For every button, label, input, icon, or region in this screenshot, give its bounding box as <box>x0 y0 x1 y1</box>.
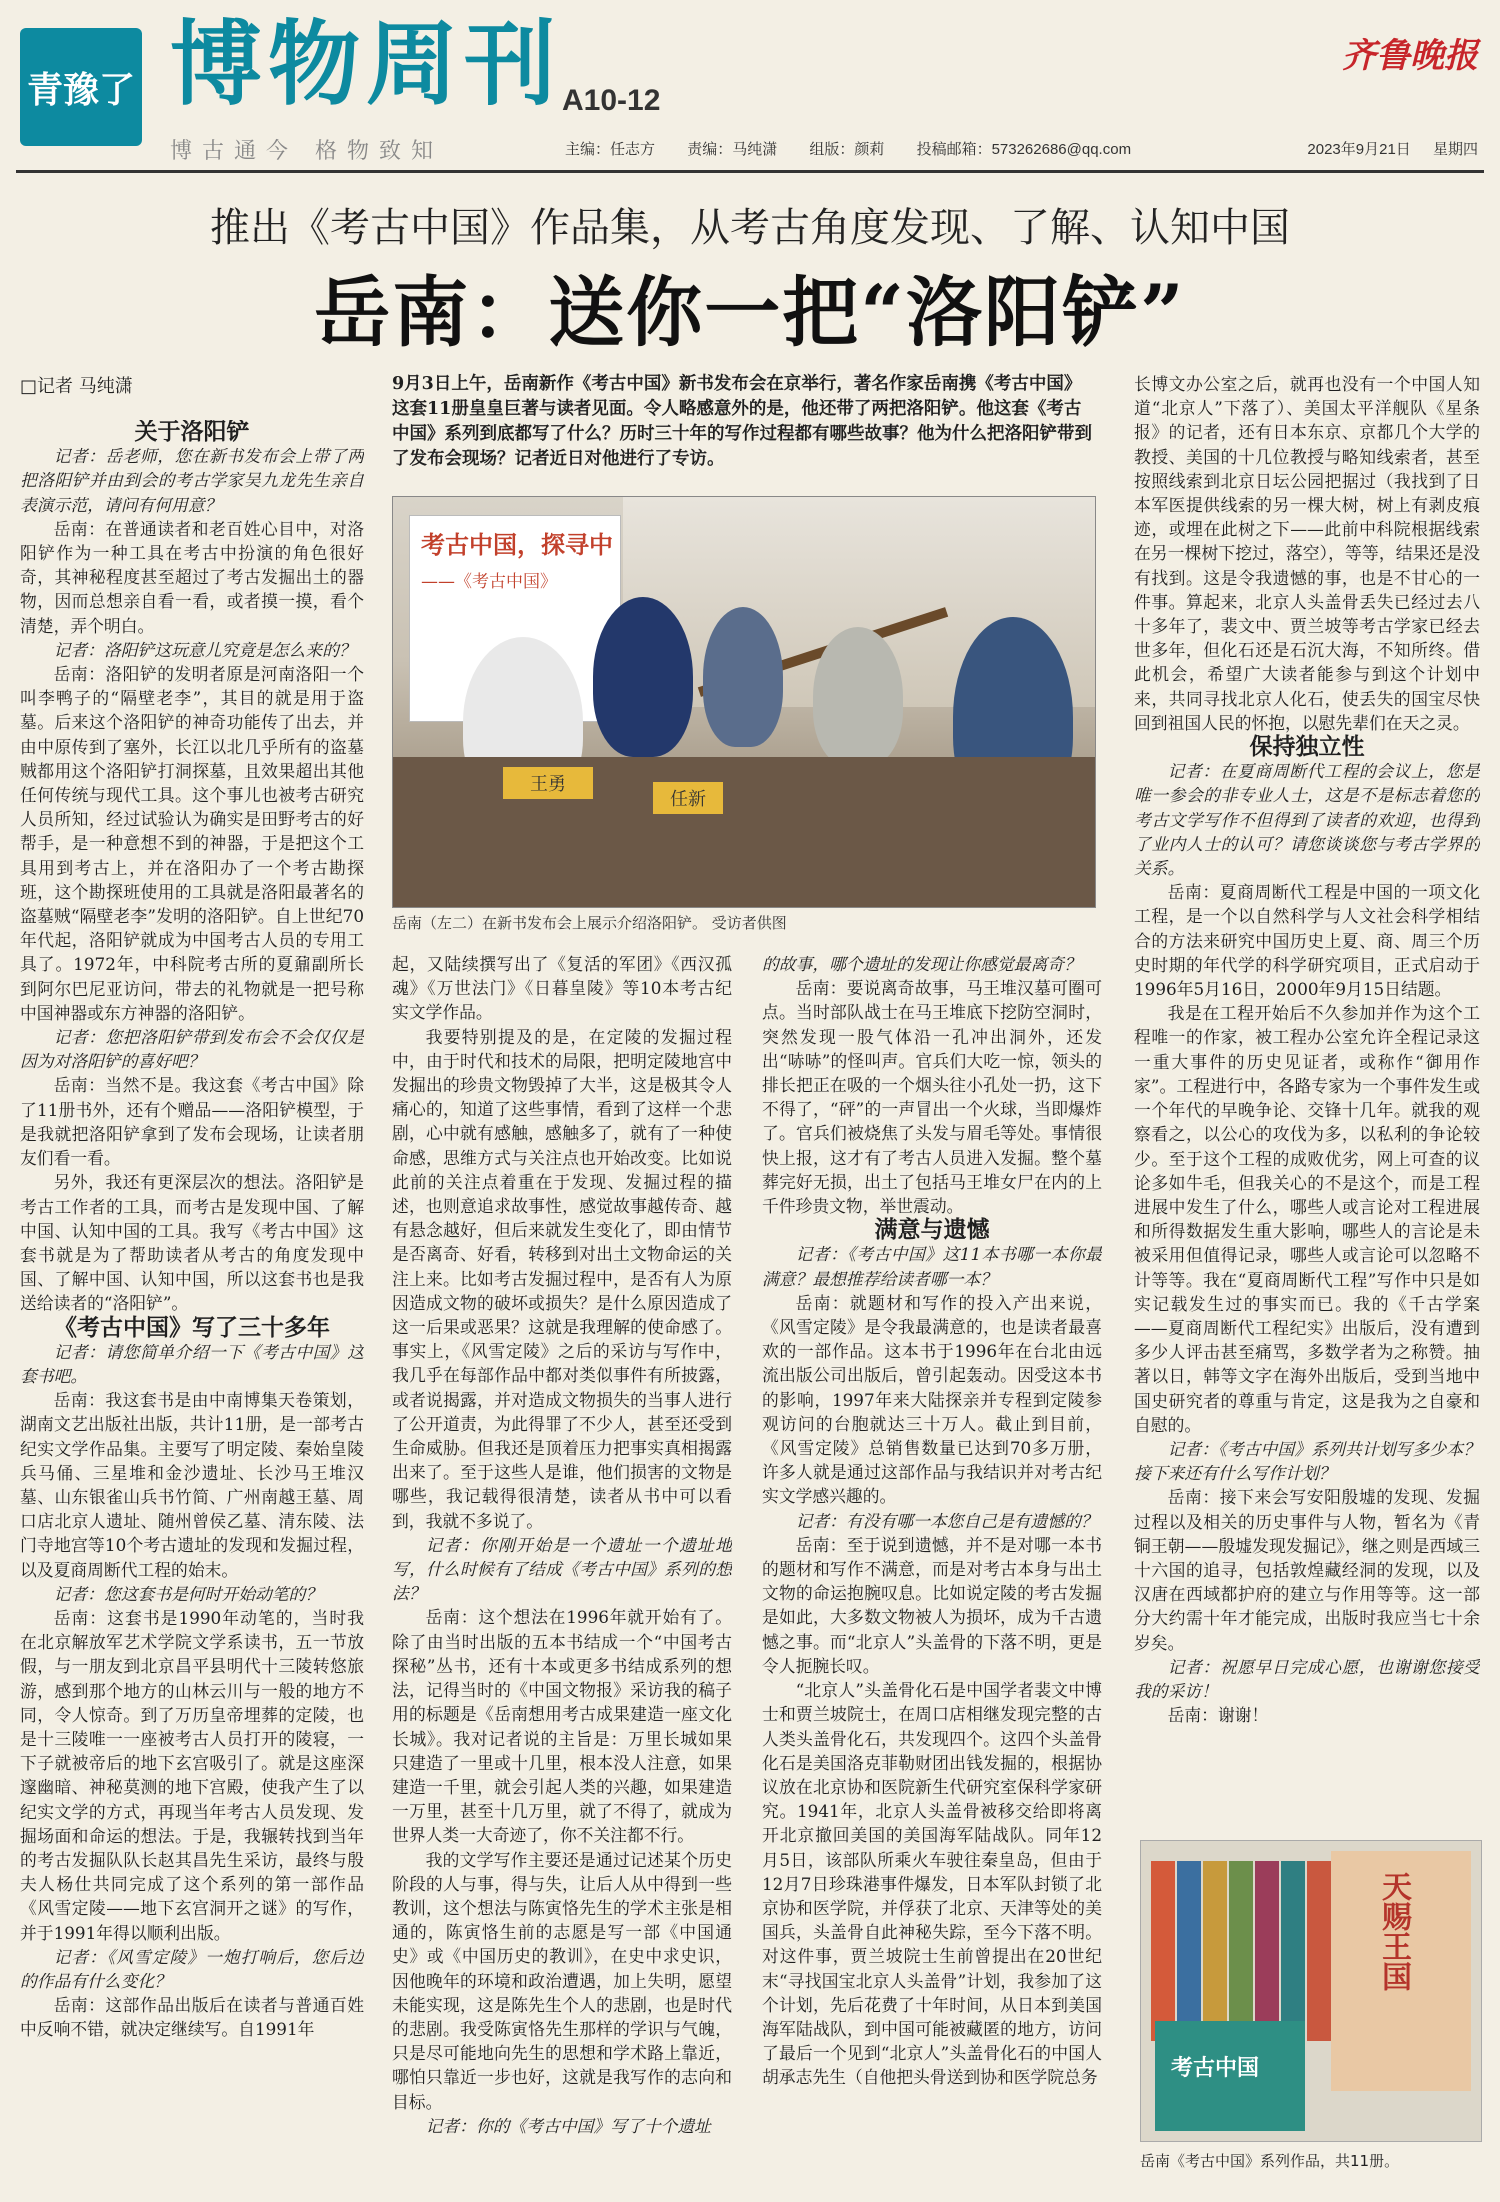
page-number: A10-12 <box>562 84 661 117</box>
paragraph: 岳南：就题材和写作的投入产出来说，《风雪定陵》是令我最满意的，也是读者最喜欢的一部作品。这本书于1996年在台北由远流出版公司出版后，曾引起轰动。因受这本书的影响，1997年来大陆探亲并专程到定陵参观访问的台胞就达三十万人。截止到目前，《风雪定陵》总销售数量已达到70多万册，许多人就是通过这部作品与我结识并对考古纪实文学感兴趣的。 <box>762 1292 1102 1507</box>
paragraph: 另外，我还有更深层次的想法。洛阳铲是考古工作者的工具，而考古是发现中国、了解中国、认知中国的工具。我写《考古中国》这套书就是为了帮助读者从考古的角度发现中国、了解中国、认知中国，所以这套书也是我送给读者的“洛阳铲”。 <box>20 1172 364 1314</box>
paragraph: 记者：你刚开始是一个遗址一个遗址地写，什么时候有了结成《考古中国》系列的想法？ <box>392 1534 732 1604</box>
photo-table <box>393 757 1095 907</box>
paragraph: 岳南：要说离奇故事，马王堆汉墓可圈可点。当时部队战士在马王堆底下挖防空洞时，突然发现一股气体沿一孔冲出洞外，还发出“哧哧”的怪叫声。官兵们大吃一惊，领头的排长把正在吸的一个烟头往小孔处一扔，这下不得了，“砰”的一声冒出一个火球，当即爆炸了。官兵们被烧焦了头发与眉毛等处。事情很快上报，这才有了考古人员进入发掘。整个墓葬完好无损，出土了包括马王堆女尸在内的上千件珍贵文物，举世震动。 <box>762 978 1102 1217</box>
paragraph: 记者：在夏商周断代工程的会议上，您是唯一参会的非专业人士，这是不是标志着您的考古文学写作不但得到了读者的欢迎，也得到了业内人士的认可？请您谈谈您与考古学界的关系。 <box>1134 761 1480 879</box>
paragraph: 的故事，哪个遗址的发现让你感觉最离奇？ <box>762 954 1081 974</box>
paragraph: 岳南：至于说到遗憾，并不是对哪一本书的题材和写作不满意，而是对考古本身与出土文物的命运抱腕叹息。比如说定陵的考古发掘是如此，大多数文物被人为损坏，成为千古遗憾之事。而“北京人”头盖骨的下落不明，更是令人扼腕长叹。 <box>762 1534 1102 1676</box>
book-spine <box>1151 1861 1175 2041</box>
editor-credits <box>565 138 1159 159</box>
paragraph: 我是在工程开始后不久参加并作为这个工程唯一的作家，被工程办公室允许全程记录这一重大事件的历史见证者，或称作“御用作家”。工程进行中，各路专家为一个事件发生或一个年代的早晚争论、交锋十几年。就我的观察看之，以公心的攻伐为多，以私利的争论较少。至于这个工程的成败优劣，网上可查的议论多如牛毛，但我关心的不是这个，而是工程进展中发生了什么，哪些人或言论对工程进展和所得数据发生重大影响，哪些人的言论是未被采用但值得记录，哪些人或言论可以忽略不计等等。我在“夏商周断代工程”写作中只是如实记载发生过的事实而已。我的《千古学案——夏商周断代工程纪实》出版后，没有遭到多少人评击甚至痛骂，多数学者为之称赞。抽著以日，韩等文字在海外出版后，受到当地中国史研究者的尊重与肯定，这是我为之自豪和自慰的。 <box>1134 1003 1480 1435</box>
book-set-photo <box>1140 1840 1482 2142</box>
photo-caption: 岳南（左二）在新书发布会上展示介绍洛阳铲。 受访者供图 <box>392 914 787 932</box>
paragraph: 记者：岳老师，您在新书发布会上带了两把洛阳铲并由到会的考古学家吴九龙先生亲自表演示范，请问有何用意？ <box>20 446 364 515</box>
paragraph: 记者：您把洛阳铲带到发布会不会仅仅是因为对洛阳铲的喜好吧？ <box>20 1027 364 1072</box>
article-column-3 <box>762 952 1102 2190</box>
paragraph: 岳南：夏商周断代工程是中国的一项文化工程，是一个以自然科学与人文社会科学相结合的方法来研究中国历史上夏、商、周三个历史时期的年代学的科学研究项目，正式启动于1996年5月16日，2000年9月15日结题。 <box>1134 882 1480 1000</box>
book-spine <box>1177 1861 1201 2041</box>
paragraph: 记者：《风雪定陵》一炮打响后，您后边的作品有什么变化？ <box>20 1946 364 1991</box>
photo-nameplate: 任新 <box>653 782 723 814</box>
paragraph: 记者：你的《考古中国》写了十个遗址 <box>425 2115 711 2136</box>
article-headline: 岳南：送你一把“洛阳铲” <box>314 268 1186 357</box>
photo-person <box>703 607 783 747</box>
book-spine <box>1203 1861 1227 2041</box>
section-motto: 博古通今 格物致知 <box>170 139 443 164</box>
paragraph: 岳南：在普通读者和老百姓心目中，对洛阳铲作为一种工具在考古中扮演的角色很好奇，其神秘程度甚至超过了考古发掘出土的器物，因而总想亲自看一看，或者摸一摸，看个清楚，弄个明白。 <box>20 518 364 636</box>
logo-text: 青豫了 <box>26 69 135 111</box>
section-heading: 关于洛阳铲 <box>134 420 250 445</box>
chief-editor: 主编：任志方 <box>565 141 656 158</box>
article-lead: 9月3日上午，岳南新作《考古中国》新书发布会在京举行，著名作家岳南携《考古中国》这套11册皇皇巨著与读者见面。令人略感意外的是，他还带了两把洛阳铲。他这套《考古中国》系列到底都写了什么？历时三十年的写作过程都有哪些故事？他为什么把洛阳铲带到了发布会现场？记者近日对他进行了专访。 <box>392 374 1092 469</box>
brand-name: 齐鲁晚报 <box>1342 36 1478 76</box>
paragraph: 岳南：这部作品出版后在读者与普通百姓中反响不错，就决定继续写。自1991年 <box>20 1995 364 2040</box>
section-heading: 满意与遗憾 <box>874 1217 990 1244</box>
photo-banner-text: 考古中国，探寻中 <box>421 531 613 559</box>
photo-person <box>593 597 693 757</box>
weekday-text: 星期四 <box>1432 141 1478 158</box>
masthead-rule <box>16 170 1484 173</box>
duty-editor: 责编：马纯潇 <box>687 141 778 158</box>
paragraph: 我要特别提及的是，在定陵的发掘过程中，由于时代和技术的局限，把明定陵地宫中发掘出的珍贵文物毁掉了大半，这是极其令人痛心的，知道了这些事情，看到了这样一个悲剧，心中就有感触，感触多了，就有了一种使命感，思维方式与关注点也开始改变。比如说此前的关注点着重在于发现、发掘过程的描述，也则意追求故事性，感觉故事越传奇、越有悬念越好，但后来就发生变化了，即由情节是否离奇、好看，转移到对出土文物命运的关注上来。比如考古发掘过程中，是否有人为原因造成文物的破坏或损失？是什么原因造成了这一后果或恶果？这就是我理解的使命感了。事实上，《风雪定陵》之后的采访与写作中，我几乎在每部作品中都对类似事件有所披露，或者说揭露，并对造成文物损失的当事人进行了公开道责，为此得罪了不少人，甚至还受到生命威胁。但我还是顶着压力把事实真相揭露出来了。至于这些人是谁，他们损害的文物是哪些，我记载得很清楚，读者从书中可以看到，我就不多说了。 <box>392 1026 732 1531</box>
newspaper-logo <box>20 28 142 146</box>
paragraph: 岳南：这个想法在1996年就开始有了。除了由当时出版的五本书结成一个“中国考古探秘”丛书，还有十本或更多书结成系列的想法，记得当时的《中国文物报》采访我的稿子用的标题是《岳南想用考古成果建造一座文化长城》。我对记者说的主旨是：万里长城如果只建造了一里或十几里，根本没人注意，如果建造一千里，就会引起人类的兴趣，如果建造一万里，甚至十几万里，就了不得了，就成为世界人类一大奇迹了，你不关注都不行。 <box>392 1607 732 1846</box>
paragraph: 岳南：接下来会写安阳殷墟的发现、发掘过程以及相关的历史事件与人物，暂名为《青铜王朝——殷墟发现发掘记》，继之则是西域三十六国的追寻，包括敦煌藏经洞的发现，以及汉唐在西域都护府的建立与作用等等。这一部分大约需十年才能完成，出版时我应当七十余岁矣。 <box>1134 1487 1480 1653</box>
paragraph: 记者：请您简单介绍一下《考古中国》这套书吧。 <box>20 1341 364 1386</box>
book-spine <box>1307 1861 1331 2041</box>
article-column-1 <box>20 420 364 2190</box>
masthead <box>0 0 1500 170</box>
book-spine <box>1229 1861 1253 2041</box>
paragraph: 起，又陆续撰写出了《复活的军团》《西汉孤魂》《万世法门》《日暮皇陵》等10本考古纪实文学作品。 <box>392 954 732 1023</box>
paragraph: “北京人”头盖骨化石是中国学者裴文中博士和贾兰坡院士，在周口店相继发现完整的古人类头盖骨化石，共发现四个。这四个头盖骨化石是美国洛克菲勒财团出钱发掘的，根据协议放在北京协和医院新生代研究室保科学家研究。1941年，北京人头盖骨被移交给即将离开北京撤回美国的美国海军陆战队。同年12月5日，该部队所乘火车驶往秦皇岛，但由于12月7日珍珠港事件爆发，日本军队封锁了北京协和医学院，并俘获了北京、天津等处的美国兵，头盖骨自此神秘失踪，至今下落不明。对这件事，贾兰坡院士生前曾提出在20世纪末“寻找国宝北京人头盖骨”计划，我参加了这个计划，先后花费了十年时间，从日本到美国海军陆战队，到中国可能被藏匿的地方，访问了最后一个见到“北京人”头盖骨化石的中国人胡承志先生（自他把头骨送到协和医学院总务 <box>762 1680 1102 2088</box>
book-caption: 岳南《考古中国》系列作品，共11册。 <box>1140 2152 1400 2170</box>
issue-date <box>1307 138 1478 159</box>
article-byline: □记者 马纯潇 <box>20 376 133 397</box>
photo-person <box>813 627 903 767</box>
paragraph: 记者：洛阳铲这玩意儿究竟是怎么来的？ <box>53 639 356 660</box>
book-box-title: 考古中国 <box>1171 2056 1260 2081</box>
paragraph: 记者：《考古中国》系列共计划写多少本？接下来还有什么写作计划？ <box>1134 1438 1480 1484</box>
paragraph: 长博文办公室之后，就再也没有一个中国人知道“北京人”下落了）、美国太平洋舰队《星条报》的记者，还有日本东京、京都几个大学的教授、美国的十几位教授与略知线索者，甚至按照线索到北京日坛公园把据过（我找到了日本军医提供线索的另一棵大树，树上有剥皮痕迹，或埋在此树之下——此前中科院根据线索在另一棵树下挖过，落空），等等，结果还是没有找到。这是令我遗憾的事，也是不甘心的一件事。算起来，北京人头盖骨丢失已经过去八十多年了，裴文中、贾兰坡等考古学家已经去世多年，但化石还是石沉大海，不知所终。借此机会，希望广大读者能参与到这个计划中来，共同寻找北京人化石，使丢失的国宝尽快回到祖国人民的怀抱，以慰先辈们在天之灵。 <box>1134 374 1480 733</box>
photo-nameplate: 王勇 <box>503 767 593 799</box>
article-kicker: 推出《考古中国》作品集，从考古角度发现、了解、认知中国 <box>210 205 1290 251</box>
section-title: 博物周刊 <box>170 11 563 118</box>
paragraph: 记者：祝愿早日完成心愿，也谢谢您接受我的采访！ <box>1134 1656 1480 1701</box>
photo-banner-subtext: ——《考古中国》 <box>421 572 557 592</box>
paragraph: 记者：有没有哪一本您自己是有遗憾的？ <box>795 1510 1098 1531</box>
section-heading: 《考古中国》写了三十多年 <box>54 1314 330 1341</box>
paragraph: 岳南：洛阳铲的发明者原是河南洛阳一个叫李鸭子的“隔壁老李”，其目的就是用于盗墓。后来这个洛阳铲的神奇功能传了出去，并由中原传到了塞外，长江以北几乎所有的盗墓贼都用这个洛阳铲打洞探墓，且效果超出其他任何传统与现代工具。这个事儿也被考古研究人员所知，经过试验认为确实是田野考古的好帮手，是一种意想不到的神器，于是把这个工具用到考古上，并在洛阳办了一个考古勘探班，这个勘探班使用的工具就是洛阳最著名的盗墓贼“隔壁老李”发明的洛阳铲。自上世纪70年代起，洛阳铲就成为中国考古人员的专用工具了。1972年，中科院考古所的夏鼐副所长到阿尔巴尼亚访问，带去的礼物就是一把号称中国神器或东方神器的洛阳铲。 <box>20 664 364 1023</box>
layout-editor: 组版：颜莉 <box>809 141 885 158</box>
article-column-2 <box>392 952 732 2190</box>
section-heading: 保持独立性 <box>1249 734 1365 761</box>
paragraph: 记者：《考古中国》这11本书哪一本你最满意？最想推荐给读者哪一本？ <box>762 1244 1102 1289</box>
paragraph: 岳南：这套书是1990年动笔的，当时我在北京解放军艺术学院文学系读书，五一节放假，与一朋友到北京昌平县明代十三陵转悠旅游，感到那个地方的山林云川与一般的地方不同，令人惊奇。到了万历皇帝埋葬的定陵，也是十三陵唯一一座被考古人员打开的陵寝，一下子就被帝后的地下玄宫吸引了。就是这座深邃幽暗、神秘莫测的地下宫殿，使我产生了以纪实文学的方式，再现当年考古人员发现、发掘场面和命运的想法。于是，我辗转找到当年的考古发掘队队长赵其昌先生采访，最终与殷夫人杨仕共同完成了这个系列的第一部作品《风雪定陵——地下玄宫洞开之谜》的写作，并于1991年得以顺利出版。 <box>20 1607 364 1943</box>
press-conference-photo <box>392 496 1096 908</box>
book-spine <box>1255 1861 1279 2041</box>
paragraph: 记者：您这套书是何时开始动笔的？ <box>53 1583 323 1604</box>
article-column-4 <box>1134 372 1480 1830</box>
submission-email: 投稿邮箱：573262686@qq.com <box>916 141 1132 158</box>
book-cover-title: 天赐王国 <box>1376 1871 1411 1991</box>
paragraph: 岳南：我这套书是由中南博集天卷策划，湖南文艺出版社出版，共计11册，是一部考古纪实文学作品集。主要写了明定陵、秦始皇陵兵马俑、三星堆和金沙遗址、长沙马王堆汉墓、山东银雀山兵书竹简、广州南越王墓、周口店北京人遗址、随州曾侯乙墓、清东陵、法门寺地宫等10个考古遗址的发现和发掘过程，以及夏商周断代工程的始末。 <box>20 1390 364 1580</box>
date-text: 2023年9月21日 <box>1307 141 1411 158</box>
book-spine <box>1281 1861 1305 2041</box>
paragraph: 岳南：谢谢！ <box>1167 1705 1269 1726</box>
paragraph: 我的文学写作主要还是通过记述某个历史阶段的人与事，得与失，让后人从中得到一些教训，这个想法与陈寅恪先生的学术主张是相通的，陈寅恪生前的志愿是写一部《中国通史》或《中国历史的教训》，在史中求史识，因他晚年的环境和政治遭遇，加上失明，愿望未能实现，这是陈先生个人的悲剧，也是时代的悲剧。我受陈寅恪先生那样的学识与气魄，只是尽可能地向先生的思想和学术路上靠近，哪怕只靠近一步也好，这就是我写作的志向和目标。 <box>392 1849 732 2112</box>
paragraph: 岳南：当然不是。我这套《考古中国》除了11册书外，还有个赠品——洛阳铲模型，于是我就把洛阳铲拿到了发布会现场，让读者朋友们看一看。 <box>20 1075 364 1169</box>
